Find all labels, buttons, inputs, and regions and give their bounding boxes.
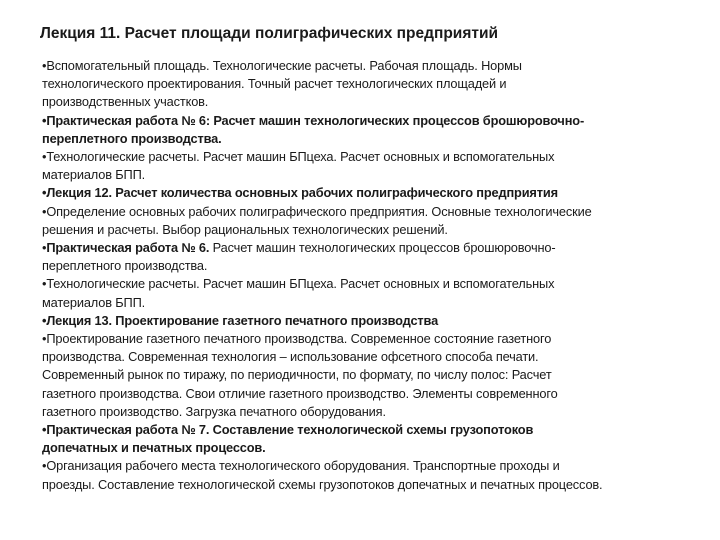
bullet-marker: • (42, 331, 47, 347)
bullet-marker: • (42, 112, 47, 128)
bullet-text-line: Практическая работа № 7. Составление технологической схемы грузопотоков (46, 422, 534, 438)
bullet-text-line: Организация рабочего места технологического оборудования. Транспортные проходы и (46, 458, 560, 474)
bullet-text-line: Лекция 13. Проектирование газетного печатного производства (46, 312, 439, 328)
bullet-text-line: технологического проектирования. Точный расчет технологических площадей и (42, 76, 507, 92)
bullet-item (42, 421, 697, 457)
bullet-marker: • (42, 276, 47, 292)
bullet-item (42, 57, 697, 112)
bullet-text-line: Технологические расчеты. Расчет машин БПцеха. Расчет основных и вспомогательных (46, 276, 555, 292)
bullet-item (42, 239, 697, 275)
slide-title: Лекция 11. Расчет площади полиграфических предприятий (40, 25, 499, 42)
bullet-marker: • (42, 312, 47, 328)
bullet-item (42, 112, 697, 148)
bullet-text-line: Вспомогательный площадь. Технологические расчеты. Рабочая площадь. Нормы (46, 58, 522, 73)
bullet-text-line: Проектирование газетного печатного производства. Современное состояние газетного (46, 331, 552, 347)
bullet-marker: • (42, 422, 47, 438)
bullet-text-line: материалов БПП. (42, 167, 146, 183)
bullet-marker: • (42, 203, 47, 219)
bullet-item (42, 312, 697, 330)
bullet-text-line: Технологические расчеты. Расчет машин БПцеха. Расчет основных и вспомогательных (46, 149, 555, 165)
bullet-text-line: материалов БПП. (42, 294, 146, 310)
slide-content (42, 57, 697, 494)
bullet-text-line: допечатных и печатных процессов. (42, 440, 266, 456)
bullet-marker: • (42, 58, 47, 73)
bullet-text-line: решения и расчеты. Выбор рациональных технологических решений. (42, 221, 448, 237)
bullet-text-line: газетного производство. Загрузка печатного оборудования. (42, 403, 386, 419)
bullet-text-line: производства. Современная технология – использование офсетного способа печати. (42, 349, 539, 365)
bullet-item (42, 184, 697, 202)
bullet-text-line: проезды. Составление технологической схемы грузопотоков допечатных и печатных процессов. (42, 476, 603, 492)
bullet-text-line: газетного производства. Свои отличие газетного производство. Элементы современного (42, 385, 558, 401)
bullet-text-line: Расчет машин технологических процессов брошюровочно- (209, 240, 556, 256)
bullet-text-line: производственных участков. (42, 94, 209, 110)
bullet-item (42, 203, 697, 239)
bullet-item (42, 275, 697, 311)
bullet-marker: • (42, 185, 47, 201)
bullet-text-line: переплетного производства. (42, 130, 222, 146)
bullet-item (42, 457, 697, 493)
bullet-marker: • (42, 458, 47, 474)
bullet-text-line: переплетного производства. (42, 258, 208, 274)
bullet-text-line: Практическая работа № 6: Расчет машин технологических процессов брошюровочно- (46, 112, 585, 128)
bullet-text-line: Определение основных рабочих полиграфического предприятия. Основные технологические (46, 203, 592, 219)
bullet-item (42, 148, 697, 184)
bullet-marker: • (42, 149, 47, 165)
bullet-text-line: Лекция 12. Расчет количества основных рабочих полиграфического предприятия (46, 185, 558, 201)
bullet-marker: • (42, 240, 47, 256)
bullet-bold-prefix: Практическая работа № 6. (46, 240, 210, 256)
bullet-item (42, 330, 697, 421)
bullet-text-line: Современный рынок по тиражу, по периодичности, по формату, по числу полос: Расчет (42, 367, 552, 383)
